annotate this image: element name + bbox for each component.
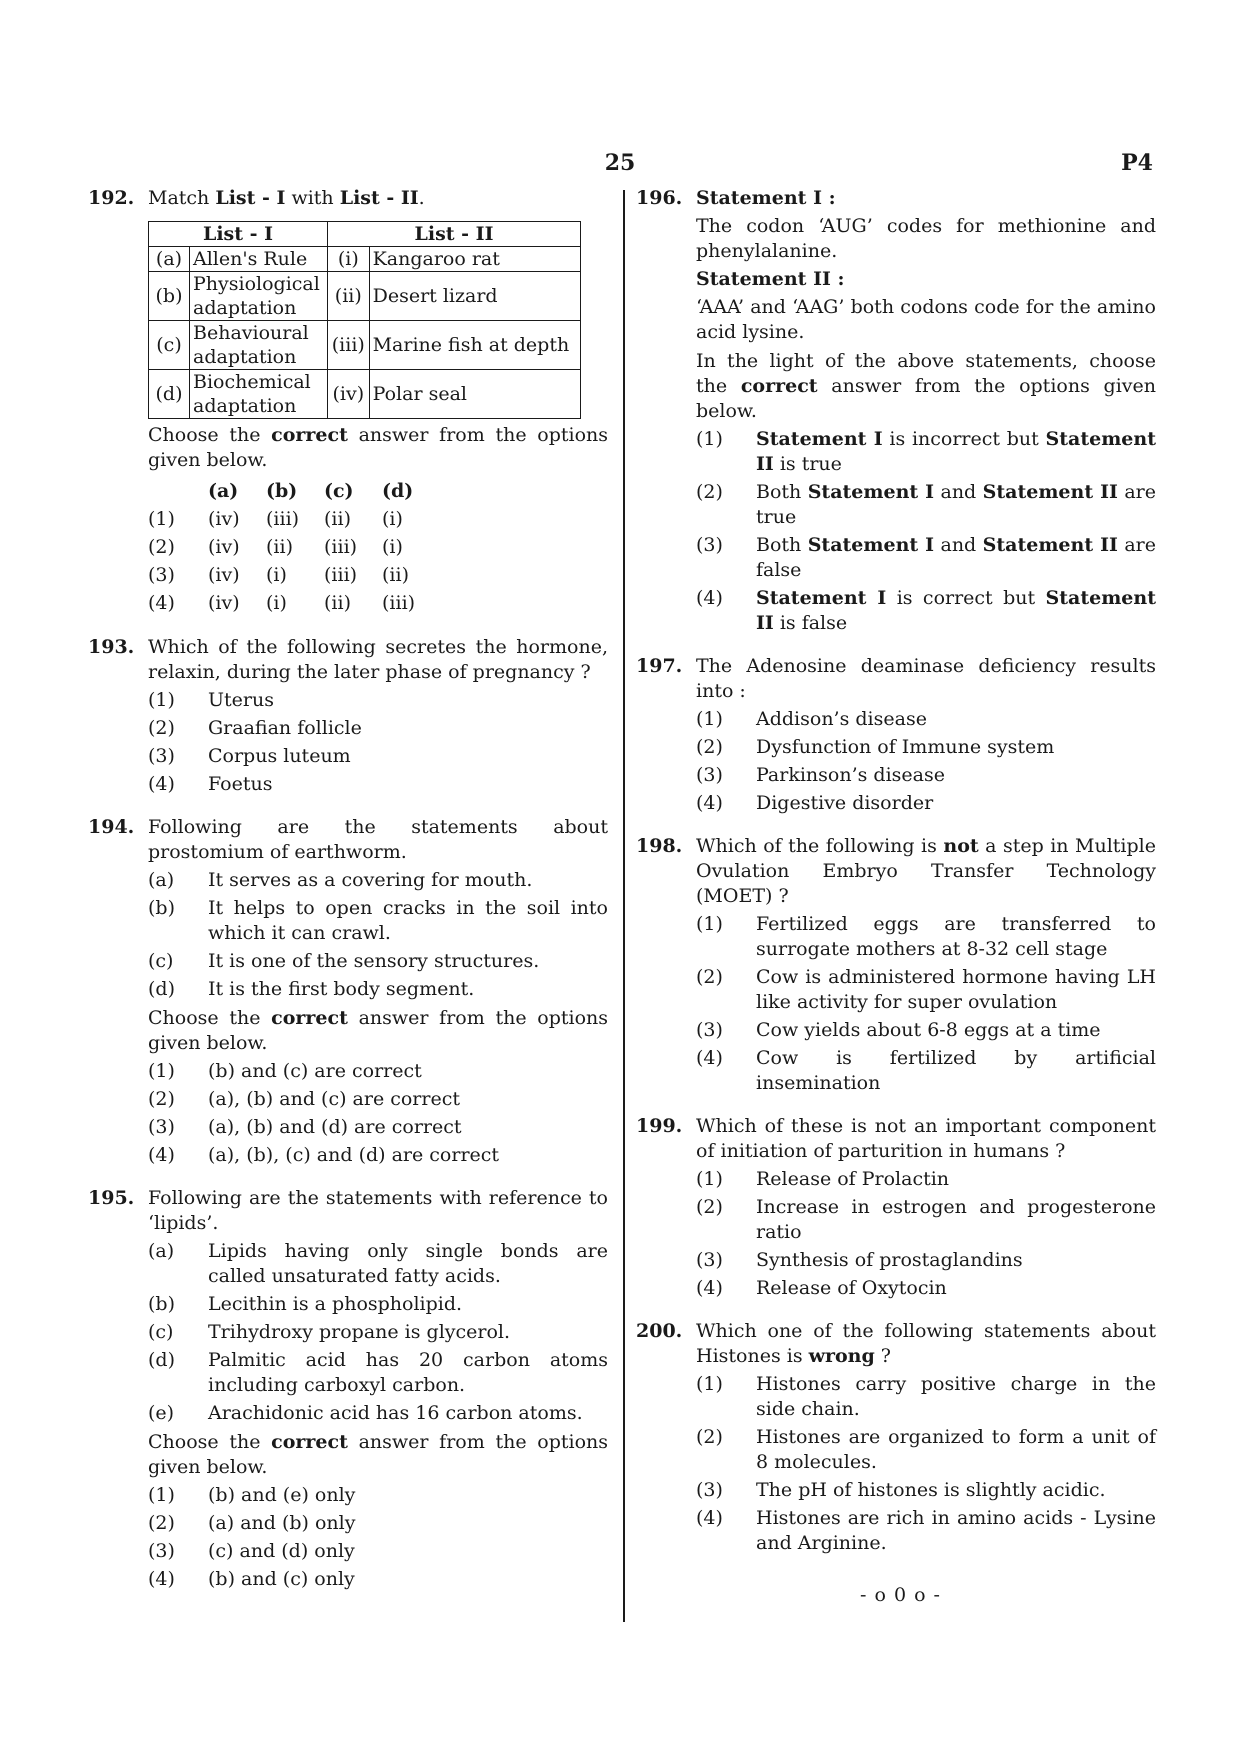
option-3[interactable]: (3) (c) and (d) only (148, 1540, 355, 1562)
answer-grid (148, 477, 608, 617)
option-1[interactable]: (1) (iv) (iii) (ii) (i) (148, 507, 403, 530)
question-195 (88, 1186, 608, 1592)
row-label: (i) (328, 247, 370, 272)
option-1[interactable]: (1) Release of Prolactin (696, 1168, 950, 1190)
list-2-item: Polar seal (369, 370, 580, 419)
option-2[interactable]: (2) (a) and (b) only (148, 1512, 356, 1534)
statement-2-heading: Statement II : (696, 268, 845, 290)
table-header-row (149, 222, 581, 247)
question-number: 193. (88, 636, 135, 658)
option-4[interactable]: (4) (a), (b), (c) and (d) are correct (148, 1144, 500, 1166)
question-stem: The Adenosine deaminase deficiency results into : (696, 655, 1156, 702)
statement-a: (a) It serves as a covering for mouth. (148, 869, 533, 891)
grid-head: (d) (382, 479, 414, 502)
option-4[interactable]: (4) Cow is fertilized by artificial insemination (696, 1047, 1156, 1094)
left-column (88, 186, 608, 1610)
table-row (149, 247, 581, 272)
option-3[interactable]: (3) Both Statement I and Statement II are false (696, 534, 1156, 581)
grid-head: (b) (266, 479, 298, 502)
option-3[interactable]: (3) (a), (b) and (d) are correct (148, 1116, 462, 1138)
page-number: 25 (604, 150, 636, 176)
question-number: 200. (636, 1320, 683, 1342)
option-1[interactable]: (1) (b) and (c) are correct (148, 1060, 422, 1082)
option-2[interactable]: (2) Both Statement I and Statement II are true (696, 481, 1156, 528)
option-1[interactable]: (1) (b) and (e) only (148, 1484, 356, 1506)
question-stem: Following are the statements about prostomium of earthworm. (148, 816, 608, 863)
row-label: (ii) (328, 272, 370, 321)
statement-1-text: The codon ‘AUG’ codes for methionine and phenylalanine. (696, 215, 1156, 262)
question-193 (88, 635, 608, 797)
instruction: Choose the correct answer from the options given below. (148, 424, 608, 471)
right-column (636, 186, 1156, 1574)
question-number: 192. (88, 187, 135, 209)
question-stem: Following are the statements with reference to ‘lipids’. (148, 1187, 608, 1234)
statement-d: (d) It is the first body segment. (148, 978, 475, 1000)
option-4[interactable]: (4) Statement I is correct but Statement II is false (696, 587, 1156, 634)
instruction: Choose the correct answer from the options given below. (148, 1431, 608, 1478)
question-194 (88, 815, 608, 1168)
instruction: In the light of the above statements, choose the correct answer from the options given below. (696, 350, 1157, 422)
table-row (149, 370, 581, 419)
row-label: (d) (149, 370, 190, 419)
question-number: 195. (88, 1187, 135, 1209)
row-label: (b) (149, 272, 190, 321)
question-number: 199. (636, 1115, 683, 1137)
question-196 (636, 186, 1156, 636)
question-number: 196. (636, 187, 683, 209)
option-2[interactable]: (2) Increase in estrogen and progesterone ratio (696, 1196, 1156, 1243)
option-2[interactable]: (2) (a), (b) and (c) are correct (148, 1088, 460, 1110)
option-2[interactable]: (2) (iv) (ii) (iii) (i) (148, 535, 403, 558)
question-198 (636, 834, 1156, 1096)
list-1-item: Behavioural adaptation (190, 321, 328, 370)
option-1[interactable]: (1) Addison’s disease (696, 708, 927, 730)
statement-c: (c) It is one of the sensory structures. (148, 950, 540, 972)
option-1[interactable]: (1) Fertilized eggs are transferred to surrogate mothers at 8-32 cell stage (696, 913, 1156, 960)
option-3[interactable]: (3) (iv) (i) (iii) (ii) (148, 563, 409, 586)
table-header-list-1: List - I (149, 222, 328, 247)
statement-c: (c) Trihydroxy propane is glycerol. (148, 1321, 511, 1343)
statement-1-heading: Statement I : (696, 187, 836, 209)
question-192 (88, 186, 608, 617)
option-1[interactable]: (1) Histones carry positive charge in the side chain. (696, 1373, 1156, 1420)
question-stem: Which of the following secretes the hormone, relaxin, during the later phase of pregnancy ? (148, 636, 608, 683)
question-stem: Which of these is not an important component of initiation of parturition in humans ? (696, 1115, 1156, 1162)
statement-b: (b) Lecithin is a phospholipid. (148, 1293, 463, 1315)
list-1-item: Physiological adaptation (190, 272, 328, 321)
question-200 (636, 1319, 1156, 1556)
match-table (148, 221, 581, 419)
option-2[interactable]: (2) Histones are organized to form a unit of 8 molecules. (696, 1426, 1156, 1473)
grid-head: (c) (324, 479, 354, 502)
statement-e: (e) Arachidonic acid has 16 carbon atoms. (148, 1402, 583, 1424)
option-2[interactable]: (2) Cow is administered hormone having LH like activity for super ovulation (696, 966, 1156, 1013)
question-stem: Match List - I with List - II. (148, 187, 425, 209)
option-4[interactable]: (4) (iv) (i) (ii) (iii) (148, 591, 416, 614)
list-1-item: Biochemical adaptation (190, 370, 328, 419)
question-stem: Which of the following is not a step in Multiple Ovulation Embryo Transfer Technology (MOET) ? (696, 835, 1156, 907)
option-2[interactable]: (2) Dysfunction of Immune system (696, 736, 1055, 758)
list-1-item: Allen's Rule (190, 247, 328, 272)
option-4[interactable]: (4) Release of Oxytocin (696, 1277, 947, 1299)
question-number: 197. (636, 655, 683, 677)
option-1[interactable]: (1) Statement I is incorrect but Statement II is true (696, 428, 1156, 475)
option-3[interactable]: (3) Synthesis of prostaglandins (696, 1249, 1023, 1271)
statement-d: (d) Palmitic acid has 20 carbon atoms including carboxyl carbon. (148, 1349, 608, 1396)
option-3[interactable]: (3) Corpus luteum (148, 745, 351, 767)
statement-a: (a) Lipids having only single bonds are called unsaturated fatty acids. (148, 1240, 608, 1287)
instruction: Choose the correct answer from the options given below. (148, 1007, 608, 1054)
paper-code: P4 (1121, 150, 1153, 176)
option-4[interactable]: (4) Digestive disorder (696, 792, 934, 814)
end-of-paper-mark: - o 0 o - (860, 1584, 941, 1606)
question-number: 194. (88, 816, 135, 838)
option-3[interactable]: (3) The pH of histones is slightly acidic. (696, 1479, 1106, 1501)
column-divider (623, 190, 625, 1622)
list-2-item: Desert lizard (369, 272, 580, 321)
option-3[interactable]: (3) Parkinson’s disease (696, 764, 945, 786)
grid-head: (a) (208, 479, 239, 502)
option-3[interactable]: (3) Cow yields about 6-8 eggs at a time (696, 1019, 1101, 1041)
table-row (149, 321, 581, 370)
list-2-item: Marine fish at depth (369, 321, 580, 370)
option-4[interactable]: (4) Histones are rich in amino acids - Lysine and Arginine. (696, 1507, 1156, 1554)
option-4[interactable]: (4) Foetus (148, 773, 273, 795)
question-199 (636, 1114, 1156, 1301)
question-197 (636, 654, 1156, 816)
question-stem: Which one of the following statements about Histones is wrong ? (696, 1320, 1156, 1367)
question-number: 198. (636, 835, 683, 857)
option-1[interactable]: (1) Uterus (148, 689, 274, 711)
row-label: (iv) (328, 370, 370, 419)
statement-2-text: ‘AAA’ and ‘AAG’ both codons code for the amino acid lysine. (696, 296, 1156, 343)
table-header-list-2: List - II (328, 222, 581, 247)
table-row (149, 272, 581, 321)
row-label: (c) (149, 321, 190, 370)
row-label: (iii) (328, 321, 370, 370)
row-label: (a) (149, 247, 190, 272)
option-2[interactable]: (2) Graafian follicle (148, 717, 362, 739)
answer-grid-header (148, 477, 608, 505)
statement-b: (b) It helps to open cracks in the soil into which it can crawl. (148, 897, 608, 944)
list-2-item: Kangaroo rat (369, 247, 580, 272)
option-4[interactable]: (4) (b) and (c) only (148, 1568, 355, 1590)
